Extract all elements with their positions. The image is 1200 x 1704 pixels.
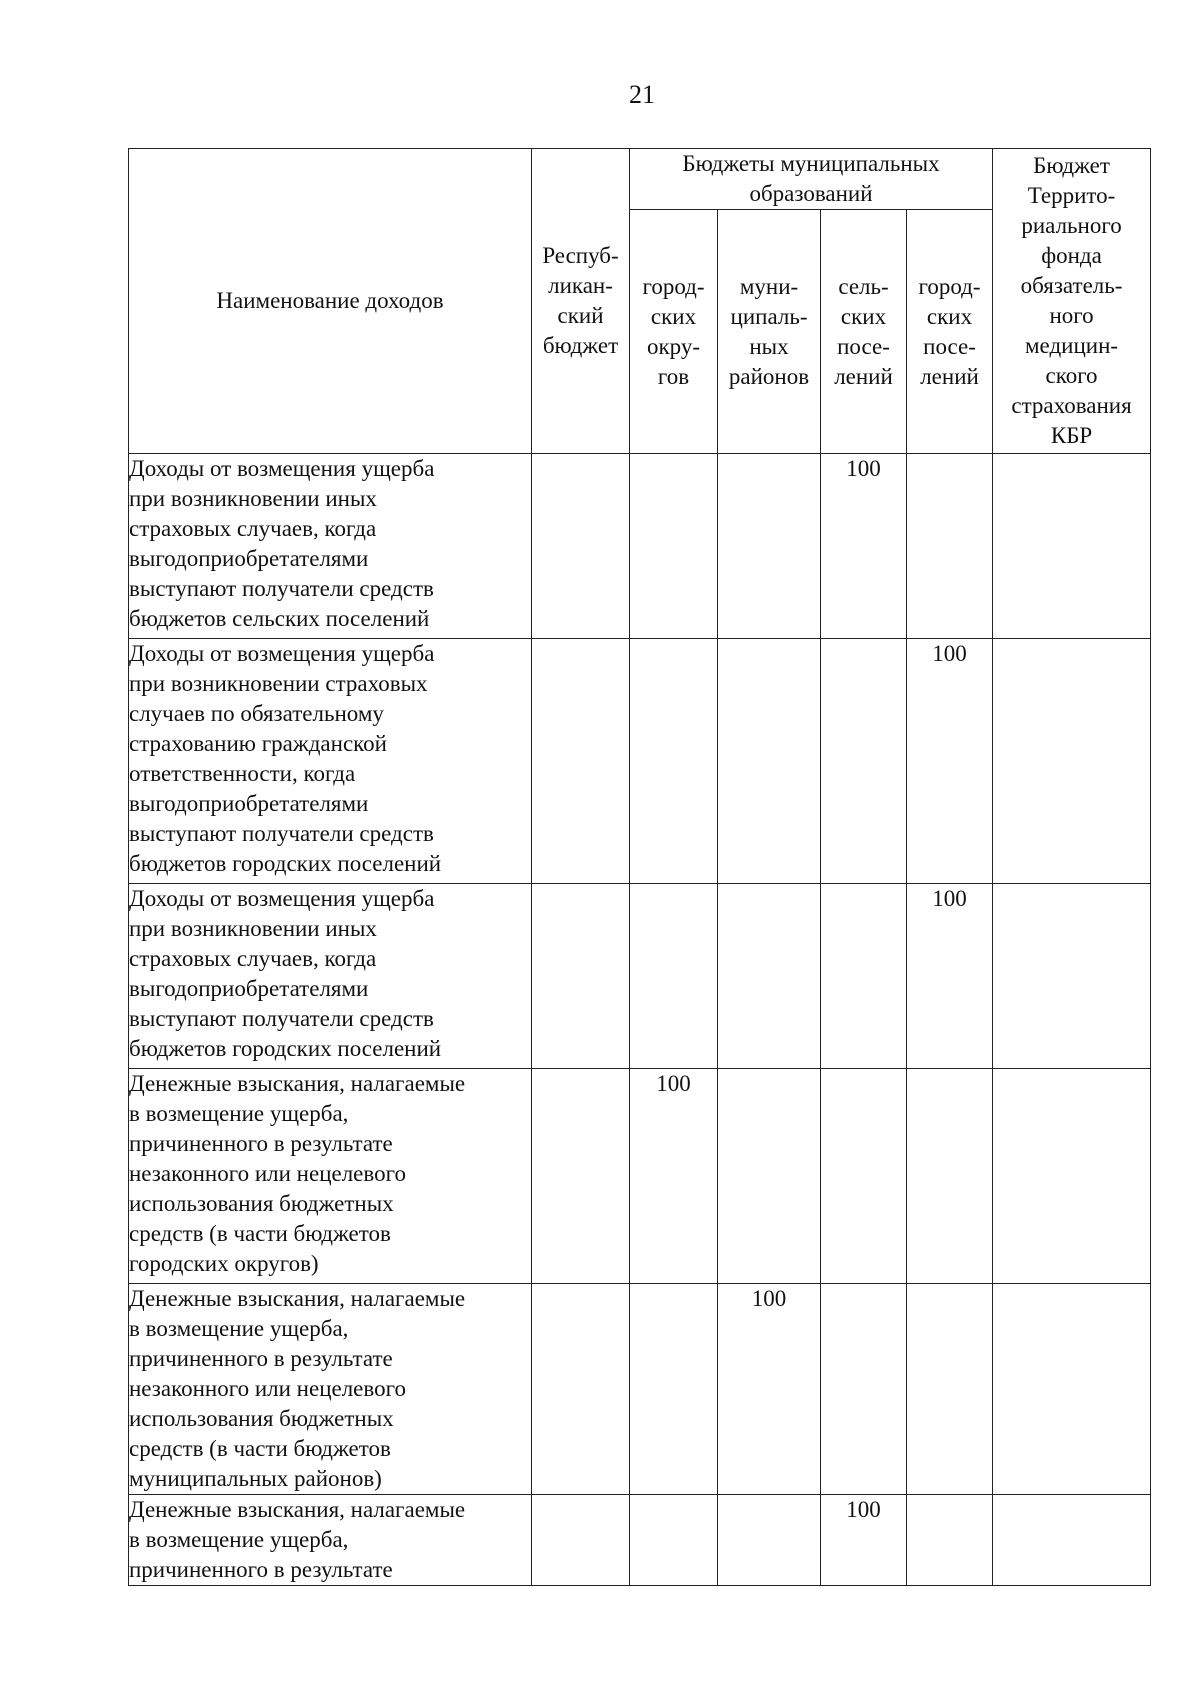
urban-settlements-value-cell [907,1069,993,1284]
rural-settlements-value-cell: 100 [821,454,907,639]
header-revenue-name: Наименование доходов [129,149,532,454]
table-row [129,454,1151,639]
rural-settlements-value-cell: 100 [821,1495,907,1586]
revenue-name-cell: Доходы от возмещения ущерба при возникновении иных страховых случаев, когда выгодоприобретателями выступают получатели средств бюджетов сельских поселений [129,454,532,639]
republic-value-cell [532,1069,630,1284]
municipal-districts-value-cell: 100 [718,1284,821,1495]
republic-value-cell [532,454,630,639]
table-row [129,1069,1151,1284]
city-districts-value-cell [630,639,718,884]
table-row [129,1495,1151,1586]
header-rural-settlements: сель- ских посе- лений [821,210,907,454]
revenue-name-cell: Денежные взыскания, налагаемые в возмещение ущерба, причиненного в результате незаконного или нецелевого использования бюджетных средств (в части бюджетов муниципальных районов) [129,1284,532,1495]
revenue-name-cell: Доходы от возмещения ущерба при возникновении страховых случаев по обязательному страхованию гражданской ответственности, когда выгодоприобретателями выступают получатели средств бюджетов городских поселений [129,639,532,884]
municipal-districts-value-cell [718,639,821,884]
municipal-districts-value-cell [718,1069,821,1284]
city-districts-value-cell: 100 [630,1069,718,1284]
fund-value-cell [993,884,1151,1069]
rural-settlements-value-cell [821,639,907,884]
municipal-districts-value-cell [718,1495,821,1586]
header-row-1 [129,149,1151,210]
urban-settlements-value-cell: 100 [907,884,993,1069]
republic-value-cell [532,1284,630,1495]
table-row [129,639,1151,884]
header-municipal-budgets: Бюджеты муниципальных образований [630,149,993,210]
header-municipal-districts: муни- ципаль- ных районов [718,210,821,454]
rural-settlements-value-cell [821,1069,907,1284]
city-districts-value-cell [630,884,718,1069]
header-territorial-fund: Бюджет Террито- риального фонда обязатель- ного медицин- ского страхования КБР [993,149,1151,454]
revenue-name-cell: Денежные взыскания, налагаемые в возмещение ущерба, причиненного в результате незаконного или нецелевого использования бюджетных средств (в части бюджетов городских округов) [129,1069,532,1284]
republic-value-cell [532,1495,630,1586]
header-city-districts: город- ских окру- гов [630,210,718,454]
header-urban-settlements: город- ских посе- лений [907,210,993,454]
fund-value-cell [993,454,1151,639]
revenue-name-cell: Доходы от возмещения ущерба при возникновении иных страховых случаев, когда выгодоприобретателями выступают получатели средств бюджетов городских поселений [129,884,532,1069]
republic-value-cell [532,884,630,1069]
rural-settlements-value-cell [821,1284,907,1495]
fund-value-cell [993,1069,1151,1284]
republic-value-cell [532,639,630,884]
city-districts-value-cell [630,1495,718,1586]
header-republic-budget: Респуб- ликан- ский бюджет [532,149,630,454]
urban-settlements-value-cell [907,1495,993,1586]
rural-settlements-value-cell [821,884,907,1069]
urban-settlements-value-cell: 100 [907,639,993,884]
city-districts-value-cell [630,1284,718,1495]
revenue-distribution-table [128,148,1151,1586]
page-number: 21 [629,80,655,109]
fund-value-cell [993,639,1151,884]
table-row [129,1284,1151,1495]
table-row [129,884,1151,1069]
urban-settlements-value-cell [907,1284,993,1495]
fund-value-cell [993,1284,1151,1495]
revenue-name-cell: Денежные взыскания, налагаемые в возмещение ущерба, причиненного в результате [129,1495,532,1586]
urban-settlements-value-cell [907,454,993,639]
fund-value-cell [993,1495,1151,1586]
municipal-districts-value-cell [718,454,821,639]
municipal-districts-value-cell [718,884,821,1069]
city-districts-value-cell [630,454,718,639]
